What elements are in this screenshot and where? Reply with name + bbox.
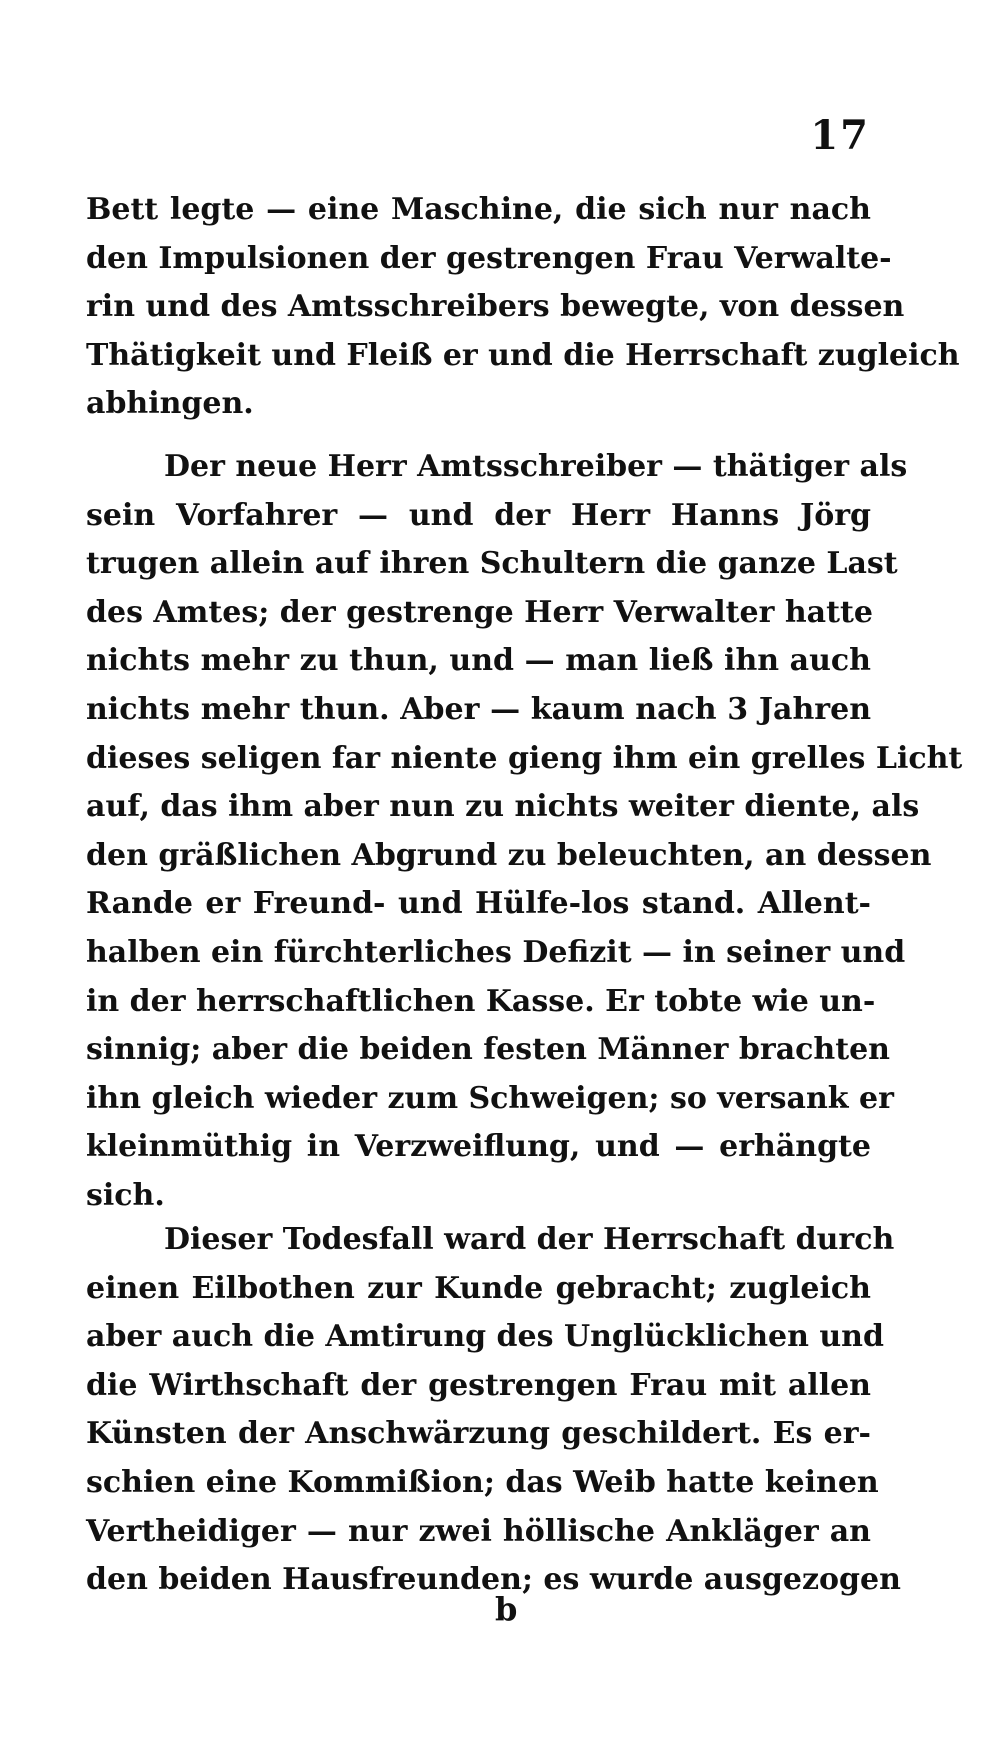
text-line: rin und des Amtsschreibers bewegte, von dessen <box>86 289 905 325</box>
text-line: dieses seligen far niente gieng ihm ein grelles Licht <box>86 740 963 776</box>
text-line: aber auch die Amtirung des Unglücklichen und <box>86 1319 884 1355</box>
text-line: sein Vorfahrer — und der Herr Hanns Jörg <box>86 497 871 533</box>
text-line: des Amtes; der gestrenge Herr Verwalter hatte <box>86 594 873 630</box>
text-line: Bett legte — eine Maschine, die sich nur nach <box>86 192 871 227</box>
paragraph-2 <box>86 443 963 1221</box>
text-line: nichts mehr zu thun, und — man ließ ihn auch <box>86 643 871 679</box>
text-line: Rande er Freund- und Hülfe-los stand. Allent- <box>86 886 871 922</box>
text-line: den beiden Hausfreunden; es wurde ausgezogen <box>86 1562 901 1598</box>
text-line: kleinmüthig in Verzweiflung, und — erhängte <box>86 1129 871 1165</box>
text-line: Künsten der Anschwärzung geschildert. Es er- <box>86 1416 871 1452</box>
text-line: in der herrschaftlichen Kasse. Er tobte wie un- <box>86 983 876 1019</box>
text-line: Vertheidiger — nur zwei höllische Ankläger an <box>86 1513 871 1549</box>
text-line: die Wirthschaft der gestrengen Frau mit allen <box>86 1367 871 1403</box>
text-line: den Impulsionen der gestrengen Frau Verwalte- <box>86 240 892 276</box>
paragraph-3 <box>86 1216 901 1605</box>
text-line: Der neue Herr Amtsschreiber — thätiger als <box>164 449 908 484</box>
text-line: auf, das ihm aber nun zu nichts weiter diente, als <box>86 789 920 825</box>
text-line: abhingen. <box>86 386 254 422</box>
text-line: ihn gleich wieder zum Schweigen; so versank er <box>86 1080 894 1116</box>
text-line: sich. <box>86 1177 165 1213</box>
text-line: schien eine Kommißion; das Weib hatte keinen <box>86 1464 879 1500</box>
text-line: halben ein fürchterliches Defizit — in seiner und <box>86 934 906 970</box>
paragraph-1 <box>86 186 960 429</box>
text-line: einen Eilbothen zur Kunde gebracht; zugleich <box>86 1270 871 1306</box>
text-line: nichts mehr thun. Aber — kaum nach 3 Jahren <box>86 691 871 727</box>
text-line: Dieser Todesfall ward der Herrschaft durch <box>164 1222 895 1257</box>
page-number: 17 <box>810 112 870 159</box>
text-line: sinnig; aber die beiden festen Männer brachten <box>86 1032 890 1068</box>
text-line: Thätigkeit und Fleiß er und die Herrschaft zugleich <box>86 337 960 373</box>
text-line: den gräßlichen Abgrund zu beleuchten, an dessen <box>86 837 932 873</box>
signature-mark: b <box>495 1590 518 1628</box>
text-line: trugen allein auf ihren Schultern die ganze Last <box>86 546 898 582</box>
